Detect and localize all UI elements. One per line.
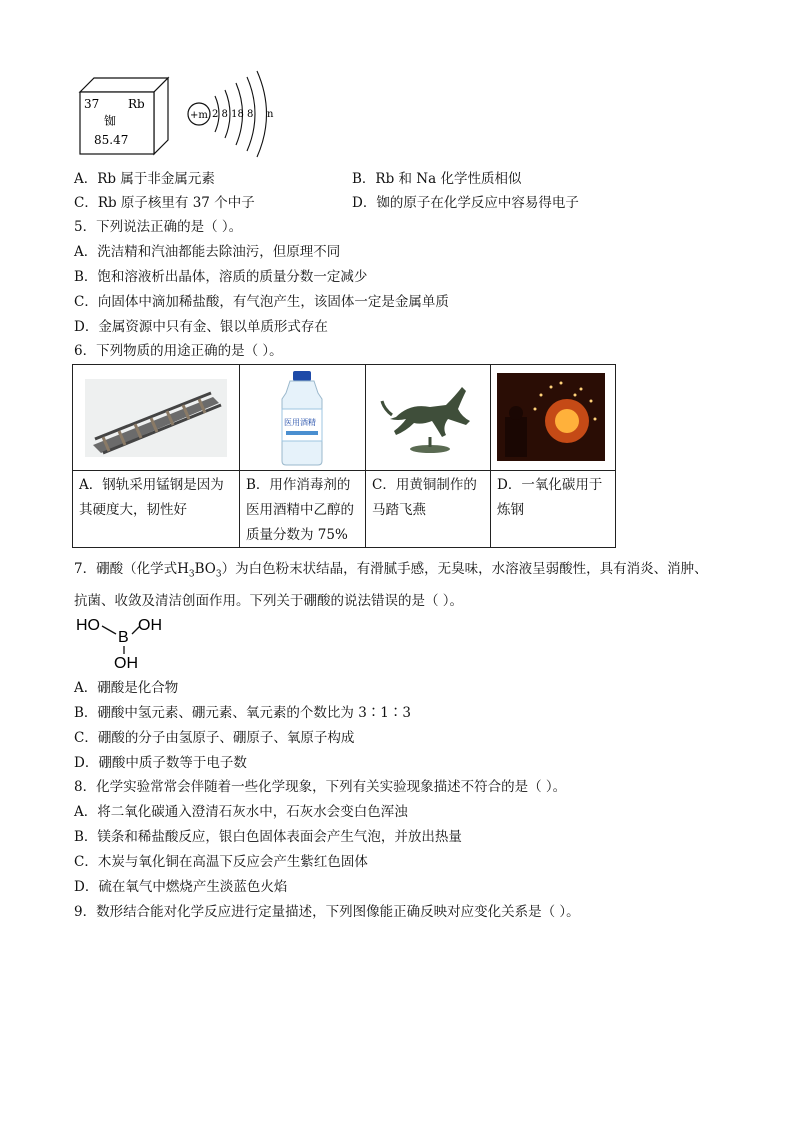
atomic-mass: 85.47 [94, 133, 129, 147]
structure-boron: B [118, 629, 129, 646]
q7-option-c: C．硼酸的分子由氢原子、硼原子、氧原子构成 [74, 730, 355, 746]
q7-option-a: A．硼酸是化合物 [74, 680, 179, 696]
q4-option-d: D．铷的原子在化学反应中容易得电子 [352, 195, 579, 211]
q6-option-b: B．用作消毒剂的医用酒精中乙醇的质量分数为 75% [246, 477, 354, 543]
element-card-rubidium [76, 74, 172, 156]
structure-oh-right: OH [138, 617, 162, 634]
q5-option-b: B．饱和溶液析出晶体，溶质的质量分数一定减少 [74, 269, 368, 285]
q8-option-c: C．木炭与氧化铜在高温下反应会产生紫红色固体 [74, 854, 368, 870]
q7-stem: 7．硼酸（化学式$H_3BO_3$）为白色粉末状结晶，有滑腻手感，无臭味，水溶液呈弱酸性，具有消炎、消肿、 [74, 561, 708, 580]
q8-option-d: D．硫在氧气中燃烧产生淡蓝色火焰 [74, 879, 288, 895]
q7-option-d: D．硼酸中质子数等于电子数 [74, 755, 247, 771]
q5-option-d: D．金属资源中只有金、银以单质形式存在 [74, 319, 328, 335]
q6-image-cell-a [73, 365, 240, 471]
q8-option-a: A．将二氧化碳通入澄清石灰水中，石灰水会变白色浑浊 [74, 804, 408, 820]
q6-image-cell-d [491, 365, 616, 471]
q6-option-d: D．一氧化碳用于炼钢 [497, 477, 603, 518]
element-symbol: Rb [128, 97, 145, 111]
q4-option-a: A．Rb 属于非金属元素 [74, 171, 215, 187]
element-name: 铷 [104, 114, 117, 128]
q5-option-a: A．洗洁精和汽油都能去除油污，但原理不同 [74, 244, 341, 260]
q7-stem-line2: 抗菌、收敛及清洁创面作用。下列关于硼酸的说法错误的是（ ）。 [74, 593, 464, 609]
railway-track-image [73, 365, 239, 470]
q6-stem: 6．下列物质的用途正确的是（ ）。 [74, 343, 283, 359]
q4-option-b: B．Rb 和 Na 化学性质相似 [352, 171, 522, 187]
q6-image-cell-b [240, 365, 366, 471]
galloping-horse-image [366, 365, 490, 470]
electron-shells: 2 8 18 8 [212, 109, 254, 120]
q5-option-c: C．向固体中滴加稀盐酸，有气泡产生，该固体一定是金属单质 [74, 294, 449, 310]
steel-smelting-image [491, 365, 615, 470]
q8-option-b: B．镁条和稀盐酸反应，银白色固体表面会产生气泡，并放出热量 [74, 829, 462, 845]
q6-option-c: C．用黄铜制作的马踏飞燕 [372, 477, 477, 518]
structure-ho: HO [76, 617, 100, 634]
q8-stem: 8．化学实验常常会伴随着一些化学现象，下列有关实验现象描述不符合的是（ ）。 [74, 779, 567, 795]
q6-options-table [72, 364, 616, 548]
outer-shell-n: n [267, 109, 274, 120]
q6-image-cell-c [366, 365, 491, 471]
atomic-number: 37 [84, 97, 100, 111]
alcohol-bottle-image [240, 365, 365, 470]
q4-option-c: C．Rb 原子核里有 37 个中子 [74, 195, 255, 211]
q6-option-a: A．钢轨采用锰钢是因为其硬度大，韧性好 [79, 477, 224, 518]
structure-oh-bottom: OH [114, 655, 138, 672]
q9-stem: 9．数形结合能对化学反应进行定量描述，下列图像能正确反映对应变化关系是（ ）。 [74, 904, 580, 920]
atomic-structure-diagram [183, 66, 283, 162]
q5-stem: 5．下列说法正确的是（ ）。 [74, 219, 243, 235]
q7-option-b: B．硼酸中氢元素、硼元素、氧元素的个数比为 3∶1∶3 [74, 705, 411, 721]
nucleus-charge: +m [190, 110, 208, 121]
bottle-label: 医用酒精 [284, 418, 316, 427]
boric-acid-structure [76, 612, 176, 674]
